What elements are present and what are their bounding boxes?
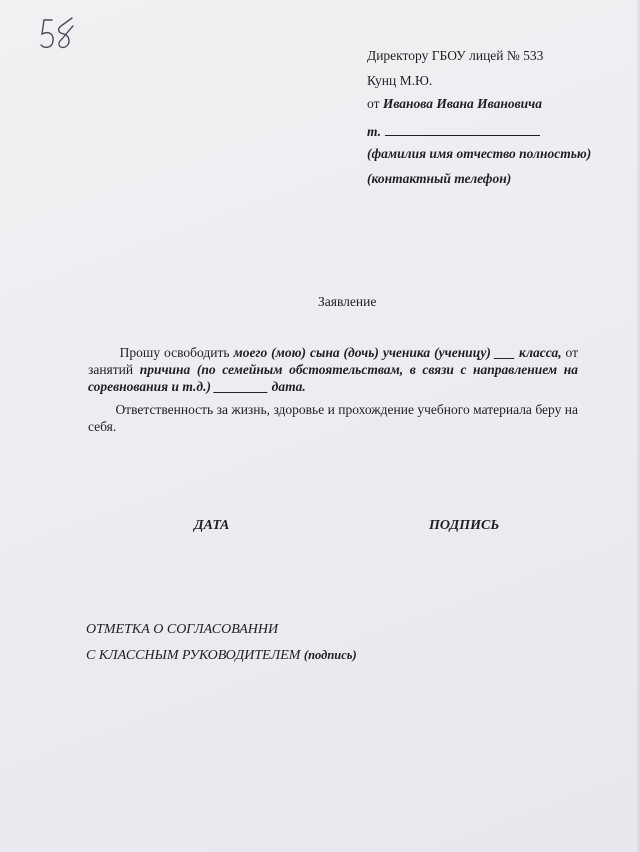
phone-prefix: т. xyxy=(367,124,382,139)
addressee-line: Директору ГБОУ лицей № 533 xyxy=(367,48,544,63)
responsibility-paragraph xyxy=(88,401,578,435)
request-paragraph xyxy=(88,344,578,395)
applicant-name: Иванова Ивана Ивановича xyxy=(382,96,542,111)
full-name-hint: (фамилия имя отчество полностью) xyxy=(367,146,592,161)
responsibility-text: Ответственность за жизнь, здоровье и прохождение учебного материала беру на себя. xyxy=(88,402,578,434)
phone-hint: (контактный телефон) xyxy=(367,171,512,186)
approval-teacher: С КЛАССНЫМ РУКОВОДИТЕЛЕМ xyxy=(86,648,301,663)
handwritten-page-number xyxy=(38,14,78,56)
phone-line xyxy=(367,123,540,140)
request-reason: причина (по семейным обстоятельствам, в связи с направлением на соревнования и т.д.) ________ дата. xyxy=(88,362,578,394)
applicant-prefix: от xyxy=(367,96,380,111)
addressee-name: Кунц М.Ю. xyxy=(367,73,433,88)
approval-line-2 xyxy=(86,648,357,664)
document-title: Заявление xyxy=(318,294,377,309)
page-edge-shadow xyxy=(636,0,640,852)
request-text-1: Прошу освободить xyxy=(119,345,230,360)
date-label: ДАТА xyxy=(194,518,230,533)
request-student: моего (мою) сына (дочь) ученика (ученицу) ___ класса, xyxy=(233,345,562,360)
applicant-line xyxy=(367,96,542,112)
signature-label: ПОДПИСЬ xyxy=(429,518,500,533)
approval-line-1: ОТМЕТКА О СОГЛАСОВАННИ xyxy=(86,622,279,637)
approval-signature-hint: (подпись) xyxy=(303,648,357,662)
phone-blank[interactable] xyxy=(385,123,540,136)
request-text-2: от занятий xyxy=(88,345,579,377)
